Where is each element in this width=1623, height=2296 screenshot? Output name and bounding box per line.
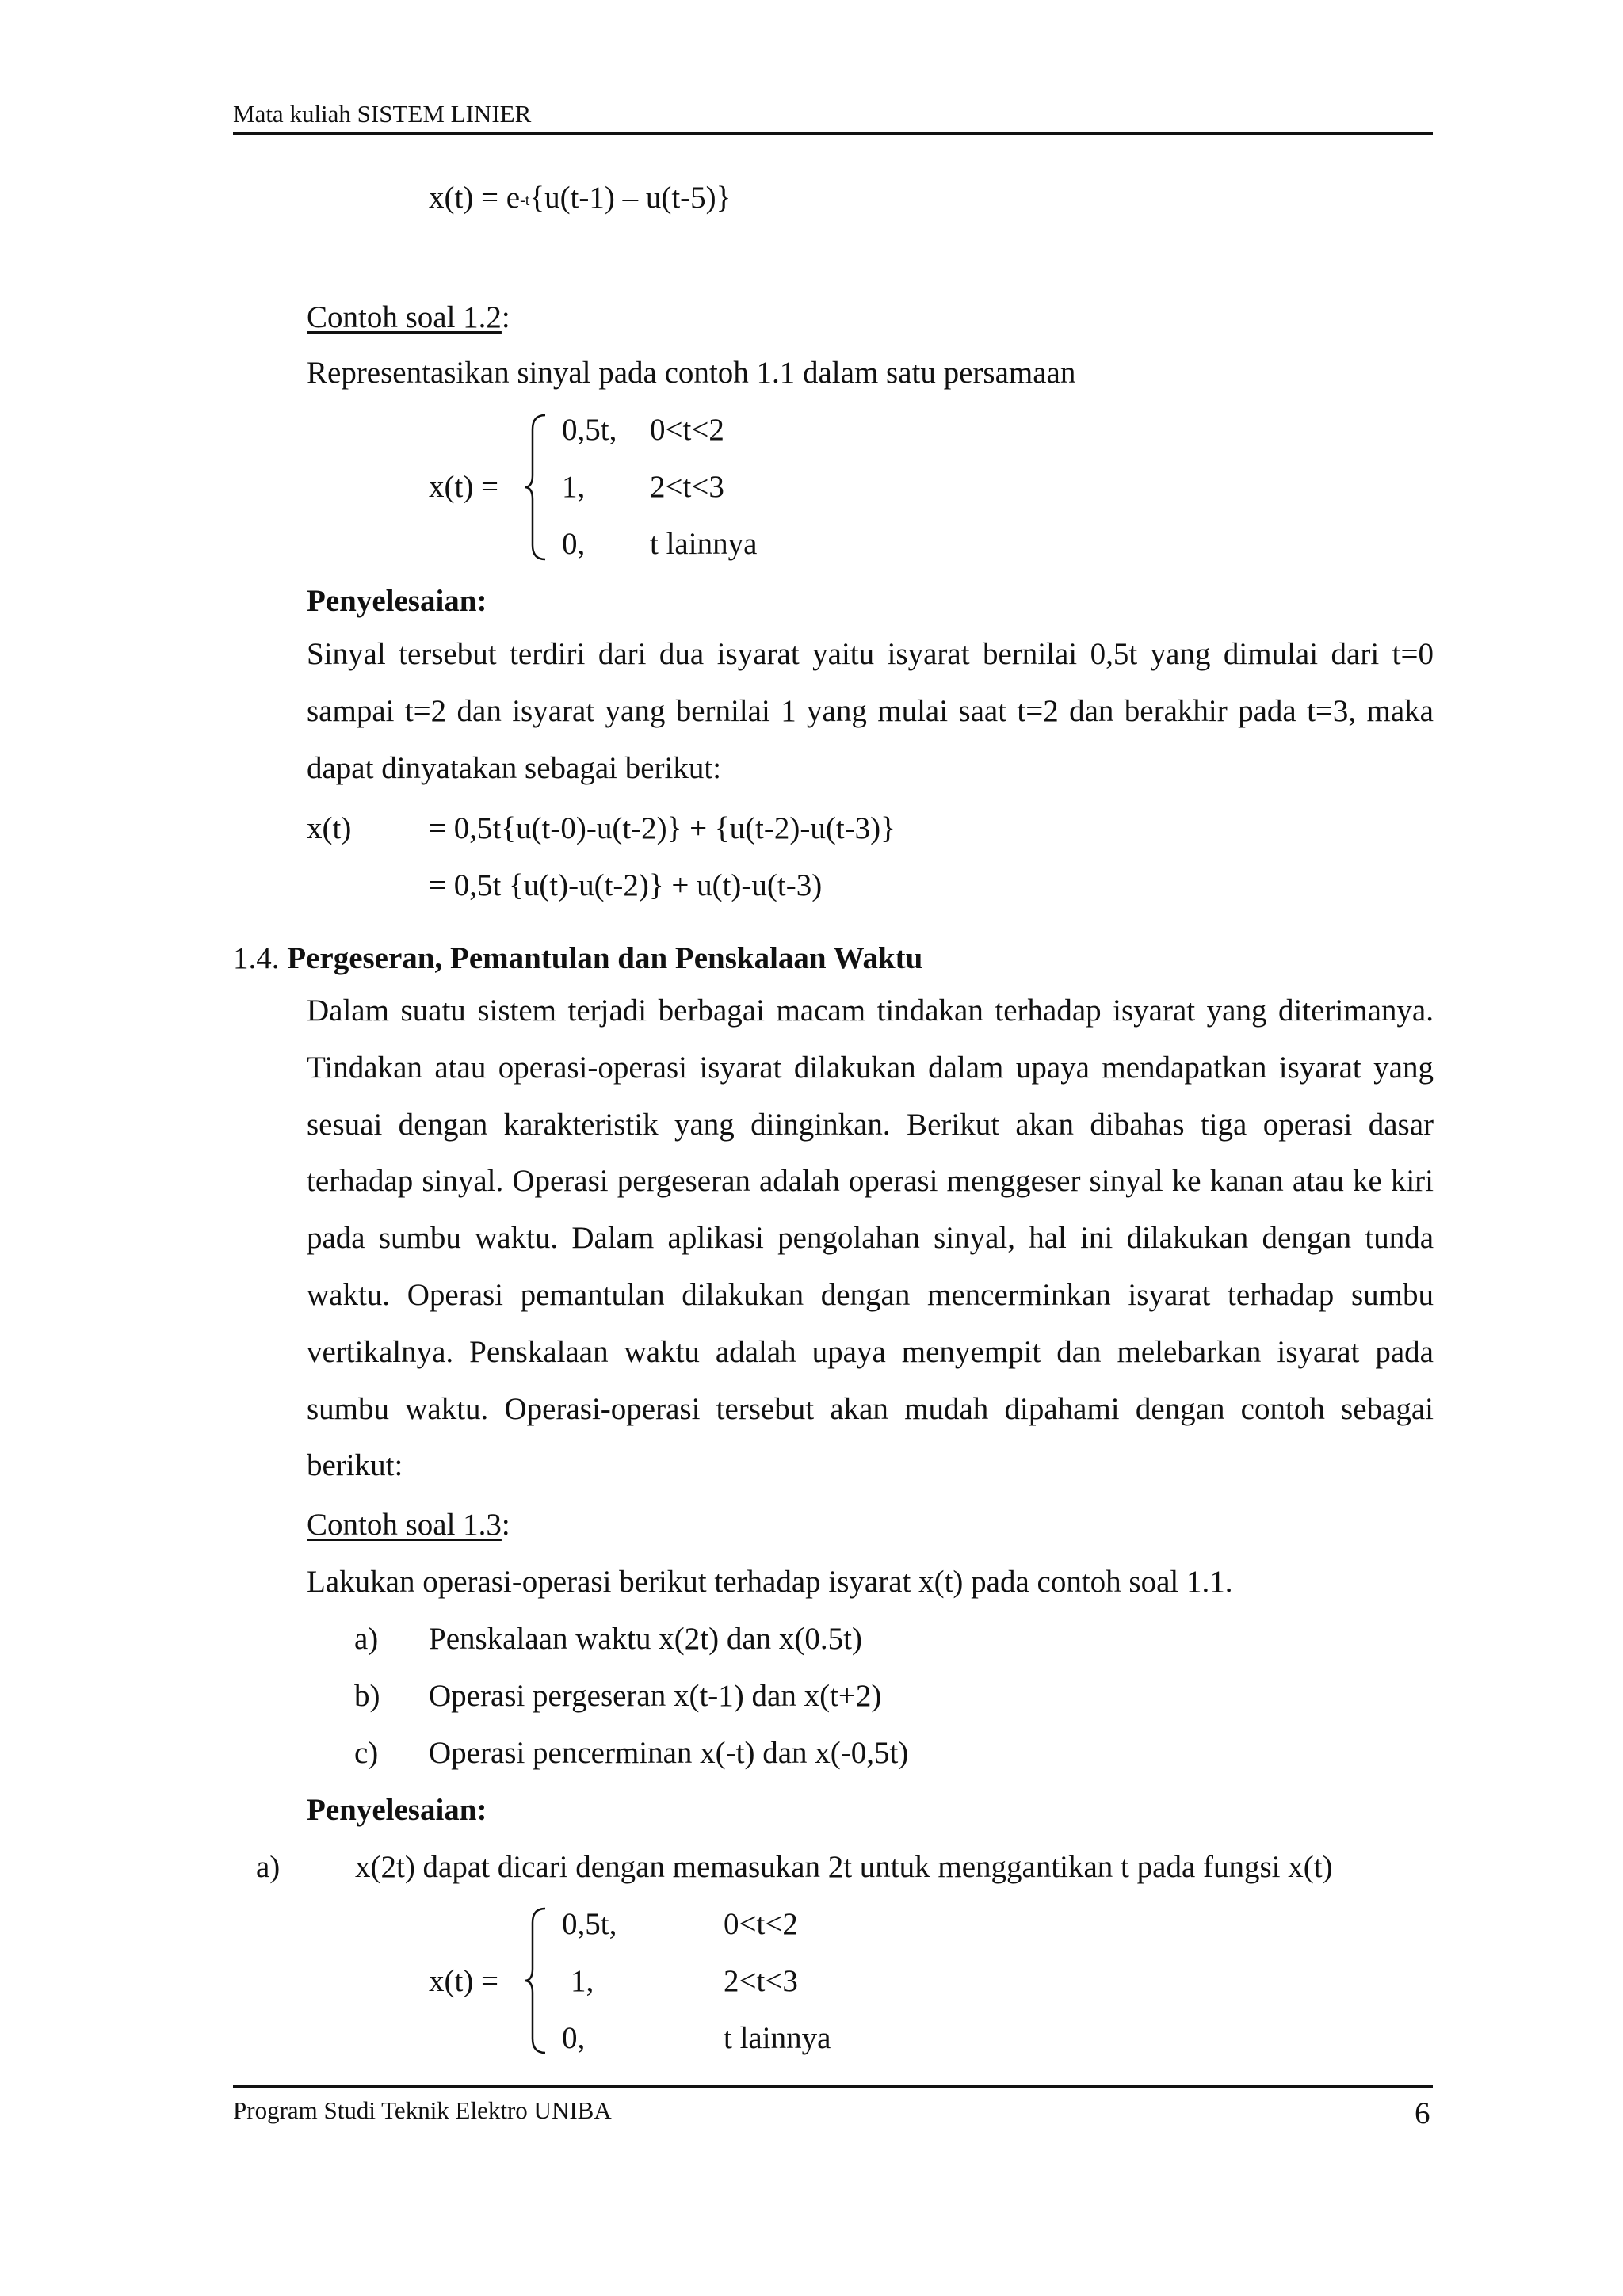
- piecewise-2-brace: [521, 1905, 553, 2056]
- section-1-4-heading: [233, 943, 922, 974]
- piecewise-2-case-1-value: 0,5t,: [562, 1907, 617, 1941]
- list-item-b-text: Operasi pergeseran x(t-1) dan x(t+2): [429, 1679, 882, 1713]
- piecewise-1-case-1-condition: 0<t<2: [650, 413, 724, 447]
- list-item-a-label: a): [354, 1622, 379, 1656]
- solution-2-label: Penyelesaian:: [307, 1793, 487, 1827]
- part-a-label: a): [256, 1850, 281, 1884]
- example-1-2-heading-colon: :: [501, 300, 510, 334]
- list-item-c-text: Operasi pencerminan x(-t) dan x(-0,5t): [429, 1736, 909, 1770]
- piecewise-1-brace: [521, 412, 553, 563]
- section-number: 1.4.: [233, 941, 280, 975]
- example-1-3-heading-colon: :: [501, 1508, 510, 1542]
- result-line-2: = 0,5t {u(t)-u(t-2)} + u(t)-u(t-3): [429, 868, 823, 902]
- example-1-3-heading-text: Contoh soal 1.3: [307, 1508, 502, 1542]
- running-header: Mata kuliah SISTEM LINIER: [233, 100, 532, 128]
- footer-rule: [233, 2085, 1433, 2088]
- piecewise-1-case-2-value: 1,: [562, 470, 586, 504]
- top-equation: [429, 182, 731, 213]
- solution-1-text: Sinyal tersebut terdiri dari dua isyarat yaitu isyarat bernilai 0,5t yang dimulai dari t=0 sampai t=2 dan isyarat yang bernilai 1 yang mulai saat t=2 dan berakhir pada t=3, maka dapat dinyatakan sebagai berikut:: [307, 637, 1434, 785]
- page-number: 6: [1415, 2096, 1430, 2130]
- piecewise-2-case-2-condition: 2<t<3: [724, 1964, 798, 1998]
- piecewise-1-lhs: x(t) =: [429, 470, 499, 504]
- piecewise-2-case-3-value: 0,: [562, 2021, 586, 2055]
- piecewise-1-case-2-condition: 2<t<3: [650, 470, 724, 504]
- piecewise-1-case-3-condition: t lainnya: [650, 527, 758, 561]
- result-lhs: x(t): [307, 811, 352, 845]
- example-1-2-heading: [307, 302, 510, 333]
- footer-institution: Program Studi Teknik Elektro UNIBA: [233, 2096, 612, 2124]
- section-1-4-body: Dalam suatu sistem terjadi berbagai macam tindakan terhadap isyarat yang diterimanya. Tindakan atau operasi-operasi isyarat dilakukan dalam upaya mendapatkan isyarat yang sesuai dengan karakteristik yang diinginkan. Berikut akan dibahas tiga operasi dasar terhadap sinyal. Operasi pergeseran adalah operasi menggeser sinyal ke kanan atau ke kiri pada sumbu waktu. Dalam aplikasi pengolahan sinyal, hal ini dilakukan dengan tunda waktu. Operasi pemantulan dilakukan dengan mencerminkan isyarat terhadap sumbu vertikalnya. Penskalaan waktu adalah upaya menyempit dan melebarkan isyarat pada sumbu waktu. Operasi-operasi tersebut akan mudah dipahami dengan contoh sebagai berikut:: [307, 994, 1434, 1483]
- top-equation-lhs: x(t) = e: [429, 181, 521, 215]
- header-rule: [233, 132, 1433, 135]
- piecewise-2-case-3-condition: t lainnya: [724, 2021, 831, 2055]
- piecewise-1-case-3-value: 0,: [562, 527, 586, 561]
- list-item-b-label: b): [354, 1679, 380, 1713]
- example-1-3-instruction: Lakukan operasi-operasi berikut terhadap isyarat x(t) pada contoh soal 1.1.: [307, 1565, 1233, 1599]
- example-1-3-heading: [307, 1509, 510, 1540]
- piecewise-2-lhs: x(t) =: [429, 1964, 499, 1998]
- list-item-c-label: c): [354, 1736, 379, 1770]
- part-a-text: x(2t) dapat dicari dengan memasukan 2t untuk menggantikan t pada fungsi x(t): [355, 1850, 1333, 1884]
- list-item-a-text: Penskalaan waktu x(2t) dan x(0.5t): [429, 1622, 862, 1656]
- section-title: Pergeseran, Pemantulan dan Penskalaan Waktu: [287, 941, 923, 975]
- piecewise-2-case-1-condition: 0<t<2: [724, 1907, 798, 1941]
- example-1-2-instruction: Representasikan sinyal pada contoh 1.1 dalam satu persamaan: [307, 356, 1076, 390]
- example-1-2-heading-text: Contoh soal 1.2: [307, 300, 502, 334]
- top-equation-rhs: {u(t-1) – u(t-5)}: [529, 181, 731, 215]
- solution-1-label: Penyelesaian:: [307, 584, 487, 618]
- piecewise-2-case-2-value: 1,: [571, 1964, 594, 1998]
- piecewise-1-case-1-value: 0,5t,: [562, 413, 617, 447]
- top-equation-exponent: -t: [520, 192, 530, 209]
- result-line-1: = 0,5t{u(t-0)-u(t-2)} + {u(t-2)-u(t-3)}: [429, 811, 896, 845]
